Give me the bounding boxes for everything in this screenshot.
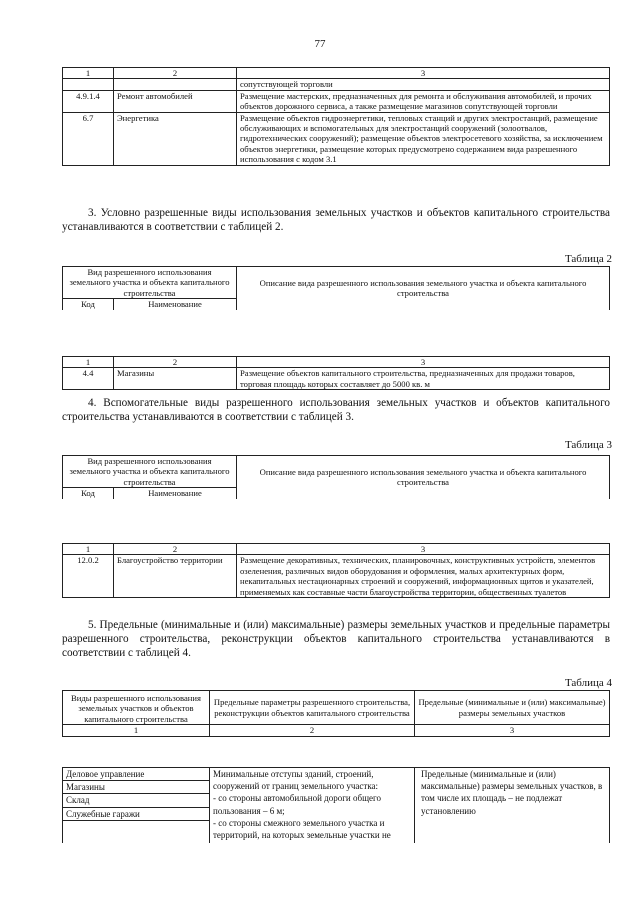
table-2-label: Таблица 2 bbox=[564, 253, 612, 265]
column-number: 3 bbox=[237, 544, 610, 555]
row-name: Ремонт автомобилей bbox=[114, 90, 237, 112]
row-code bbox=[63, 79, 114, 90]
table-4 bbox=[62, 767, 610, 843]
column-description-header: Описание вида разрешенного использования земельного участка и объекта капитального строительства bbox=[237, 456, 610, 499]
row-code: 6.7 bbox=[63, 112, 114, 165]
row-name: Благоустройство территории bbox=[114, 555, 237, 598]
column-number: 1 bbox=[63, 68, 114, 79]
column-group-header: Вид разрешенного использования земельного участка и объекта капитального строительства bbox=[63, 267, 237, 299]
use-item: Служебные гаражи bbox=[63, 807, 210, 820]
paragraph-4: 4. Вспомогательные виды разрешенного использования земельных участков и объектов капитального строительства устанавливаются в соответствии с таблицей 3. bbox=[62, 397, 610, 423]
table-row bbox=[63, 768, 610, 781]
column-name-header: Наименование bbox=[114, 299, 237, 310]
row-code: 4.4 bbox=[63, 368, 114, 390]
table-row bbox=[63, 368, 610, 390]
table-row bbox=[63, 90, 610, 112]
row-description: Размещение объектов гидроэнергетики, тепловых станций и других электростанций, размещение обслуживающих и вспомогательных для электростанций сооружений (золоотвалов, гидротехнических сооружений); размещение объектов электросетевого хозяйства, за исключением объектов энергетики, размещение которых предусмотрено содержанием вида разрешенного использования с кодом 3.1 bbox=[237, 112, 610, 165]
table-1 bbox=[62, 67, 610, 166]
table-4-header bbox=[62, 690, 610, 737]
paragraph-3: 3. Условно разрешенные виды использования земельных участков и объектов капитального строительства устанавливаются в соответствии с таблицей 2. bbox=[62, 207, 610, 233]
column-uses-header: Виды разрешенного использования земельных участков и объектов капитального строительства bbox=[63, 691, 210, 725]
table-row bbox=[63, 79, 610, 90]
table-3 bbox=[62, 543, 610, 598]
sizes-cell: Предельные (минимальные и (или) максимальные) размеры земельных участков, в том числе их площадь – не подлежат установлению bbox=[415, 768, 610, 843]
use-item: Склад bbox=[63, 794, 210, 807]
row-code: 12.0.2 bbox=[63, 555, 114, 598]
page-number: 77 bbox=[314, 38, 326, 50]
column-number: 2 bbox=[114, 544, 237, 555]
column-number: 2 bbox=[114, 357, 237, 368]
row-description: сопутствующей торговли bbox=[237, 79, 610, 90]
row-name: Магазины bbox=[114, 368, 237, 390]
table-3-label: Таблица 3 bbox=[564, 439, 612, 451]
column-number: 2 bbox=[114, 68, 237, 79]
table-2-header bbox=[62, 266, 610, 310]
column-number: 1 bbox=[63, 357, 114, 368]
table-header-row bbox=[63, 68, 610, 79]
column-name-header: Наименование bbox=[114, 488, 237, 499]
table-4-label: Таблица 4 bbox=[564, 677, 612, 689]
table-row bbox=[63, 555, 610, 598]
params-cell: Минимальные отступы зданий, строений, сооружений от границ земельного участка: - со стороны автомобильной дороги общего пользования – 6 м; - со стороны смежного земельного участка и территорий, на которых земельные участки не bbox=[210, 768, 415, 843]
row-description: Размещение объектов капитального строительства, предназначенных для продажи товаров, торговая площадь которых составляет до 5000 кв. м bbox=[237, 368, 610, 390]
row-name: Энергетика bbox=[114, 112, 237, 165]
use-item-empty bbox=[63, 820, 210, 843]
column-number: 2 bbox=[210, 725, 415, 736]
row-description: Размещение декоративных, технических, планировочных, конструктивных устройств, элементов озеленения, различных видов оборудования и оформления, малых архитектурных форм, некапитальных нестационарных строений и сооружений, информационных щитов и указателей, применяемых как составные части благоустройства территории, общественных туалетов bbox=[237, 555, 610, 598]
row-code: 4.9.1.4 bbox=[63, 90, 114, 112]
column-number: 3 bbox=[415, 725, 610, 736]
use-item: Магазины bbox=[63, 781, 210, 794]
table-2 bbox=[62, 356, 610, 390]
use-item: Деловое управление bbox=[63, 768, 210, 781]
table-3-header bbox=[62, 455, 610, 499]
column-description-header: Описание вида разрешенного использования земельного участка и объекта капитального строительства bbox=[237, 267, 610, 310]
table-row bbox=[63, 112, 610, 165]
column-number: 1 bbox=[63, 544, 114, 555]
column-params-header: Предельные параметры разрешенного строительства, реконструкции объектов капитального строительства bbox=[210, 691, 415, 725]
table-header-row bbox=[63, 544, 610, 555]
column-code-header: Код bbox=[63, 488, 114, 499]
column-code-header: Код bbox=[63, 299, 114, 310]
row-name bbox=[114, 79, 237, 90]
row-description: Размещение мастерских, предназначенных для ремонта и обслуживания автомобилей, и прочих объектов дорожного сервиса, а также размещение магазинов сопутствующей торговли bbox=[237, 90, 610, 112]
column-sizes-header: Предельные (минимальные и (или) максимальные) размеры земельных участков bbox=[415, 691, 610, 725]
table-header-row bbox=[63, 357, 610, 368]
paragraph-5: 5. Предельные (минимальные и (или) максимальные) размеры земельных участков и предельные параметры разрешенного строительства, реконструкции объектов капитального строительства устанавливаются в соответствии с таблицей 4. bbox=[62, 619, 610, 659]
column-number: 3 bbox=[237, 68, 610, 79]
column-group-header: Вид разрешенного использования земельного участка и объекта капитального строительства bbox=[63, 456, 237, 488]
column-number: 3 bbox=[237, 357, 610, 368]
column-number: 1 bbox=[63, 725, 210, 736]
